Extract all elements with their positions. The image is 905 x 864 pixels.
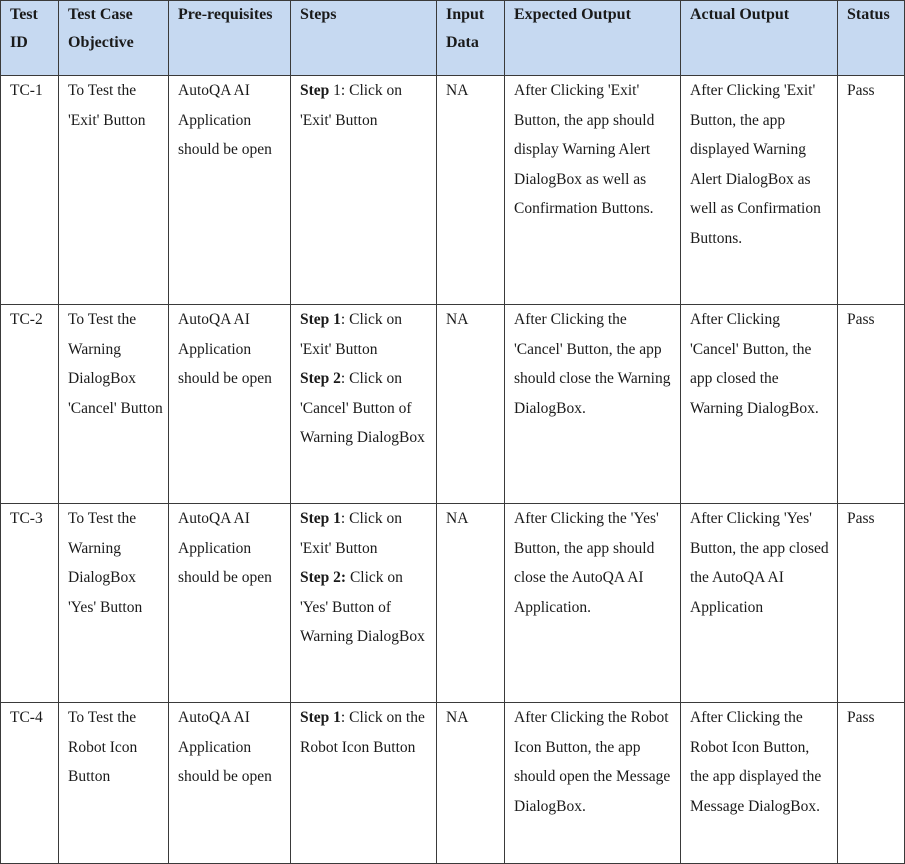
step-text: : Click on the Robot Icon Button bbox=[300, 709, 425, 756]
step-label: Step bbox=[300, 82, 330, 99]
cell-objective: To Test the Robot Icon Button bbox=[59, 703, 169, 864]
cell-status: Pass bbox=[838, 76, 905, 305]
header-row bbox=[1, 1, 905, 76]
step-label: Step 1 bbox=[300, 510, 341, 527]
step-label: Step 1 bbox=[300, 311, 341, 328]
cell-actual-output: After Clicking 'Exit' Button, the app displayed Warning Alert DialogBox as well as Confirmation Buttons. bbox=[681, 76, 838, 305]
cell-prerequisites: AutoQA AI Application should be open bbox=[169, 703, 291, 864]
cell-steps bbox=[291, 504, 437, 703]
cell-prerequisites: AutoQA AI Application should be open bbox=[169, 305, 291, 504]
header-status: Status bbox=[838, 1, 905, 76]
cell-objective: To Test the Warning DialogBox 'Cancel' Button bbox=[59, 305, 169, 504]
step-label: Step 2 bbox=[300, 370, 341, 388]
step-text: Click on 'Yes' Button of Warning DialogBox bbox=[300, 569, 425, 646]
table-row bbox=[1, 76, 905, 305]
header-actual-output: Actual Output bbox=[681, 1, 838, 76]
cell-steps bbox=[291, 76, 437, 305]
step-label: Step 2: bbox=[300, 569, 347, 587]
cell-expected-output: After Clicking the 'Cancel' Button, the app should close the Warning DialogBox. bbox=[505, 305, 681, 504]
header-expected-output: Expected Output bbox=[505, 1, 681, 76]
table-row bbox=[1, 305, 905, 504]
cell-prerequisites: AutoQA AI Application should be open bbox=[169, 76, 291, 305]
cell-test-id: TC-1 bbox=[1, 76, 59, 305]
cell-expected-output: After Clicking 'Exit' Button, the app should display Warning Alert DialogBox as well as Confirmation Buttons. bbox=[505, 76, 681, 305]
step-line bbox=[300, 709, 425, 756]
cell-expected-output: After Clicking the Robot Icon Button, the app should open the Message DialogBox. bbox=[505, 703, 681, 864]
cell-steps bbox=[291, 305, 437, 504]
cell-actual-output: After Clicking 'Yes' Button, the app closed the AutoQA AI Application bbox=[681, 504, 838, 703]
header-steps: Steps bbox=[291, 1, 437, 76]
step-line bbox=[300, 569, 425, 645]
step-line bbox=[300, 370, 425, 446]
cell-status: Pass bbox=[838, 703, 905, 864]
header-prerequisites: Pre-requisites bbox=[169, 1, 291, 76]
cell-expected-output: After Clicking the 'Yes' Button, the app should close the AutoQA AI Application. bbox=[505, 504, 681, 703]
step-text: : Click on 'Exit' Button bbox=[300, 82, 403, 129]
cell-test-id: TC-3 bbox=[1, 504, 59, 703]
step-number: 1 bbox=[329, 82, 341, 99]
header-test-id: Test ID bbox=[1, 1, 59, 76]
table-row bbox=[1, 703, 905, 864]
header-objective: Test Case Objective bbox=[59, 1, 169, 76]
header-input-data: Input Data bbox=[437, 1, 505, 76]
cell-test-id: TC-4 bbox=[1, 703, 59, 864]
cell-objective: To Test the Warning DialogBox 'Yes' Button bbox=[59, 504, 169, 703]
cell-steps bbox=[291, 703, 437, 864]
step-line bbox=[300, 82, 402, 129]
cell-input-data: NA bbox=[437, 703, 505, 864]
step-line bbox=[300, 311, 402, 358]
step-label: Step 1 bbox=[300, 709, 341, 726]
cell-actual-output: After Clicking 'Cancel' Button, the app closed the Warning DialogBox. bbox=[681, 305, 838, 504]
cell-input-data: NA bbox=[437, 76, 505, 305]
cell-input-data: NA bbox=[437, 305, 505, 504]
cell-objective: To Test the 'Exit' Button bbox=[59, 76, 169, 305]
cell-status: Pass bbox=[838, 305, 905, 504]
cell-status: Pass bbox=[838, 504, 905, 703]
cell-input-data: NA bbox=[437, 504, 505, 703]
table-row bbox=[1, 504, 905, 703]
step-line bbox=[300, 510, 402, 557]
step-text: : Click on 'Exit' Button bbox=[300, 510, 403, 557]
cell-test-id: TC-2 bbox=[1, 305, 59, 504]
cell-actual-output: After Clicking the Robot Icon Button, the app displayed the Message DialogBox. bbox=[681, 703, 838, 864]
step-text: : Click on 'Exit' Button bbox=[300, 311, 403, 358]
step-text: : Click on 'Cancel' Button of Warning DialogBox bbox=[300, 370, 425, 447]
cell-prerequisites: AutoQA AI Application should be open bbox=[169, 504, 291, 703]
